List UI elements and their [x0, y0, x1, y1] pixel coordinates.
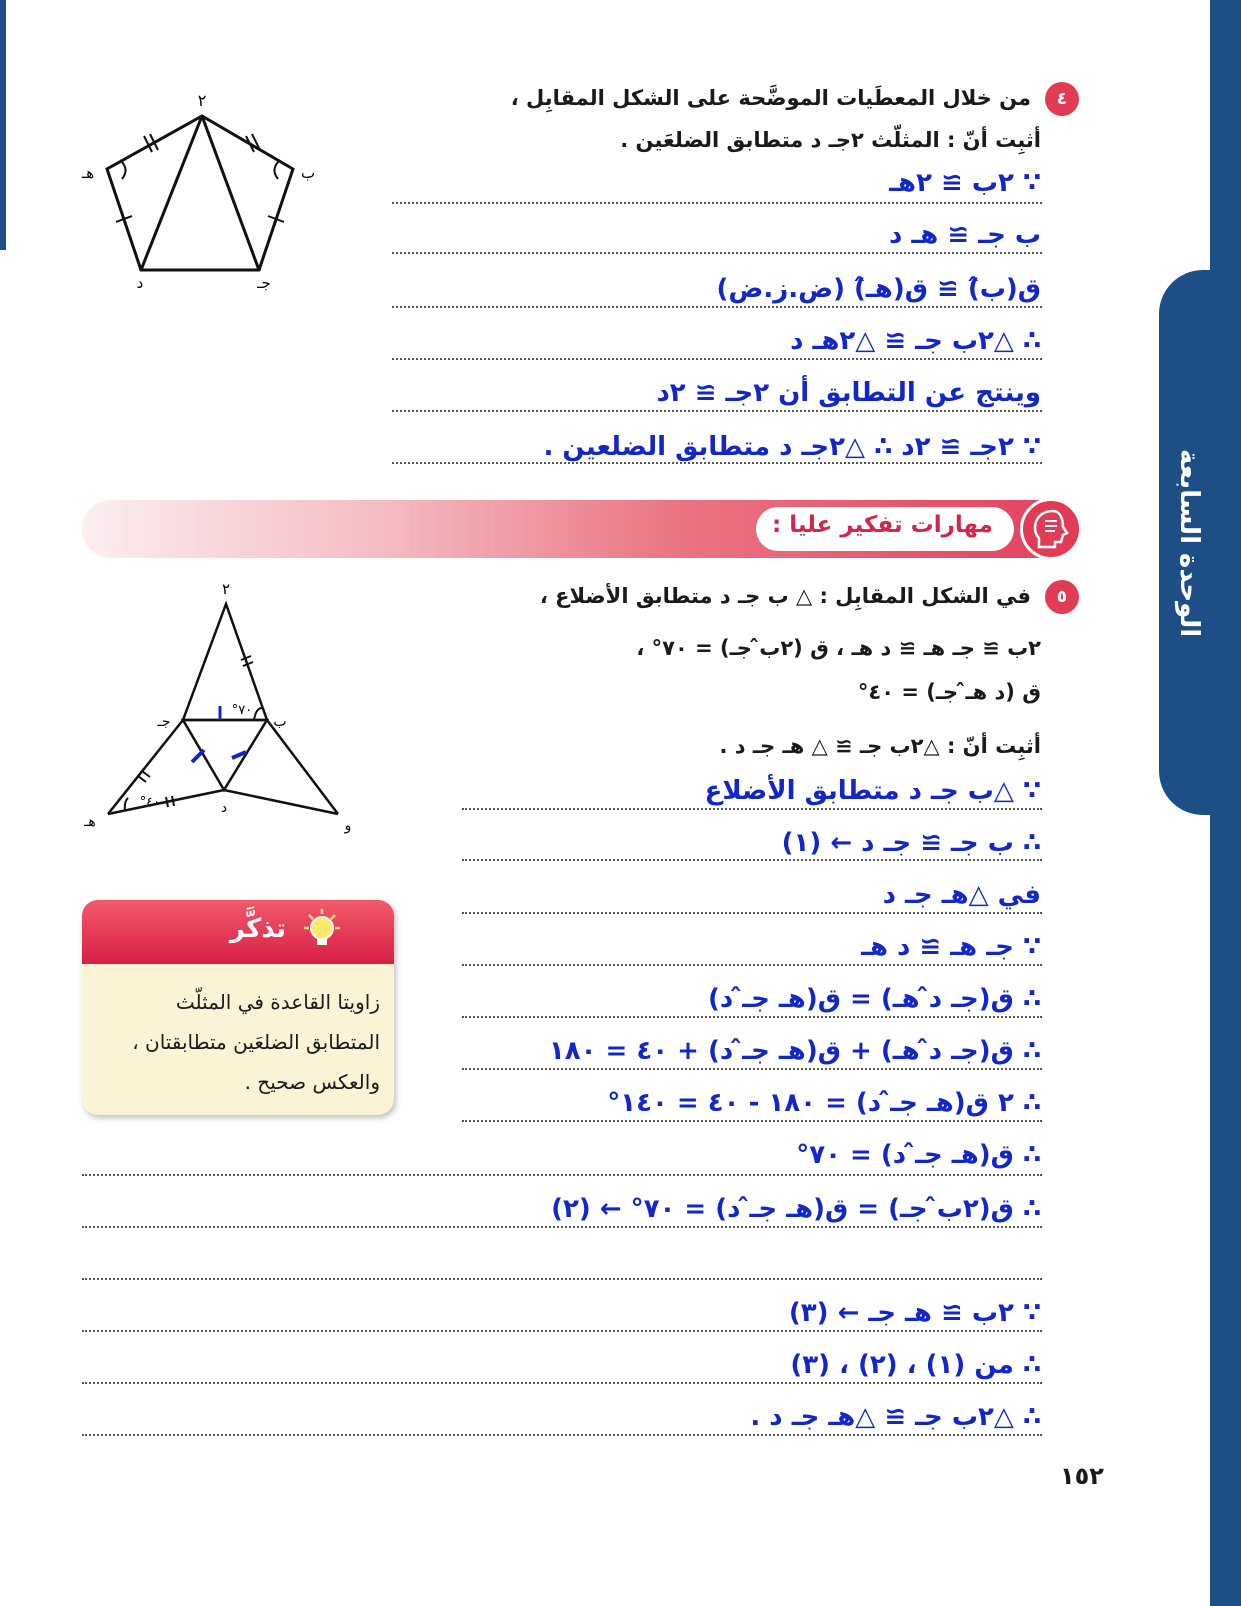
pentagon-label-bottom-right: جـ [257, 274, 271, 292]
answer-line [82, 1328, 1042, 1332]
fig5-angle-40: ٤٠° [139, 795, 161, 810]
q5-answer-step: ∴ ق(هـ جـ̂ د) = ٧٠° [796, 1140, 1041, 1170]
q4-answer-step: ∵ ٢ب ≅ ٢هـ [889, 168, 1041, 198]
remember-header [82, 900, 394, 964]
q5-answer-step: ∴ △٢ب جـ ≅ △هـ جـ د . [750, 1402, 1041, 1432]
q5-answer-step: في △هـ جـ د [882, 880, 1041, 910]
pentagon-label-bottom-left: د [136, 274, 144, 292]
question-5-line-2: ٢ب ≅ جـ هـ ≅ د هـ ، ق (٢ب̂ جـ) = ٧٠° ، [636, 636, 1041, 660]
fig5-label-b: ب [273, 714, 287, 730]
answer-line [462, 806, 1042, 810]
answer-line [392, 200, 1042, 204]
question-4-line-2: أثبِت أنّ : المثلّث ٢جـ د متطابق الضلعَين . [620, 128, 1041, 152]
answer-line [392, 356, 1042, 360]
question-5-line-1: في الشكل المقابِل : △ ب جـ د متطابق الأضلاع ، [539, 584, 1031, 608]
remember-line: زاويتا القاعدة في المثلّث [175, 990, 380, 1014]
answer-line [82, 1276, 1042, 1280]
fig5-label-d: د [220, 800, 228, 816]
q5-answer-step: ∵ △ب جـ د متطابق الأضلاع [704, 776, 1041, 806]
remember-line: والعكس صحيح . [244, 1070, 380, 1094]
pentagon-label-right: ب [300, 164, 316, 182]
unit-side-tab [1159, 270, 1219, 815]
answer-line [462, 1014, 1042, 1018]
q4-answer-step: ب جـ ≅ هـ د [888, 220, 1041, 250]
fig5-label-top: ٢ [221, 580, 231, 598]
question-5-line-3: ق (د هـ̂ جـ) = ٤٠° [857, 680, 1041, 704]
pentagon-label-top: ٢ [197, 91, 207, 110]
q5-answer-step: ∴ ق(جـ د̂ هـ) = ق(هـ جـ̂ د) [707, 984, 1041, 1014]
q5-answer-step: ∵ ٢ب ≅ هـ جـ ← (٣) [788, 1298, 1041, 1328]
q4-answer-step: ∵ ٢جـ ≅ ٢د ∴ △٢جـ د متطابق الضلعين . [543, 432, 1041, 462]
q4-answer-step: وينتج عن التطابق أن ٢جـ ≅ ٢د [656, 378, 1041, 408]
answer-line [392, 250, 1042, 254]
pentagon-figure [80, 88, 320, 293]
q5-answer-step: ∴ ب جـ ≅ جـ د ← (١) [781, 828, 1041, 858]
remember-box [82, 900, 394, 1115]
answer-line [462, 1066, 1042, 1070]
remember-line: المتطابق الضلعَين متطابقتان ، [132, 1030, 380, 1054]
lightbulb-icon [298, 906, 346, 954]
answer-line [462, 962, 1042, 966]
q5-answer-step: ∴ ٢ ق(هـ جـ̂ د) = ١٨٠ - ٤٠ = ١٤٠° [607, 1088, 1041, 1118]
answer-line [82, 1432, 1042, 1436]
question-5-number: ٥ [1045, 580, 1079, 614]
question-4-line-1: من خلال المعطَيات الموضَّحة على الشكل المقابِل ، [510, 86, 1031, 110]
question-4-number: ٤ [1045, 82, 1079, 116]
answer-line [82, 1172, 1042, 1176]
unit-side-tab-label: الوحدة السابعة [1174, 448, 1204, 637]
answer-line [392, 304, 1042, 308]
question-5-line-4: أثبِت أنّ : △٢ب جـ ≅ △ هـ جـ د . [719, 734, 1041, 758]
answer-line [82, 1224, 1042, 1228]
q5-answer-step: ∴ ق(٢ب̂ جـ) = ق(هـ جـ̂ د) = ٧٠° ← (٢) [551, 1194, 1041, 1224]
fig5-angle-70: ٧٠° [231, 703, 253, 718]
q5-answer-step: ∵ جـ هـ ≅ د هـ [861, 932, 1041, 962]
skills-title: مهارات تفكير عليا : [772, 512, 993, 538]
triangles-figure [80, 580, 370, 835]
answer-line [392, 408, 1042, 412]
fig5-label-h: هـ [84, 814, 96, 830]
q5-answer-step: ∴ ق(جـ د̂ هـ) + ق(هـ جـ̂ د) + ٤٠ = ١٨٠ [548, 1036, 1041, 1066]
left-edge-bar [0, 0, 6, 250]
remember-title: تذكَّر [229, 914, 286, 944]
head-thinking-icon [1020, 498, 1082, 560]
fig5-label-w: و [344, 818, 352, 834]
q4-answer-step: ق(ب̂) ≅ ق(هـ̂) (ض.ز.ض) [716, 274, 1041, 304]
page-number: ١٥٢ [1060, 1462, 1104, 1490]
answer-line [462, 1118, 1042, 1122]
remember-text [132, 982, 380, 1102]
fig5-label-j: جـ [157, 714, 171, 730]
q4-answer-step: ∴ △٢ب جـ ≅ △٢هـ د [790, 326, 1041, 356]
pentagon-label-left: هـ [81, 164, 95, 182]
answer-line [82, 1380, 1042, 1384]
q5-answer-step: ∴ من (١) ، (٢) ، (٣) [790, 1350, 1041, 1380]
answer-line [462, 910, 1042, 914]
